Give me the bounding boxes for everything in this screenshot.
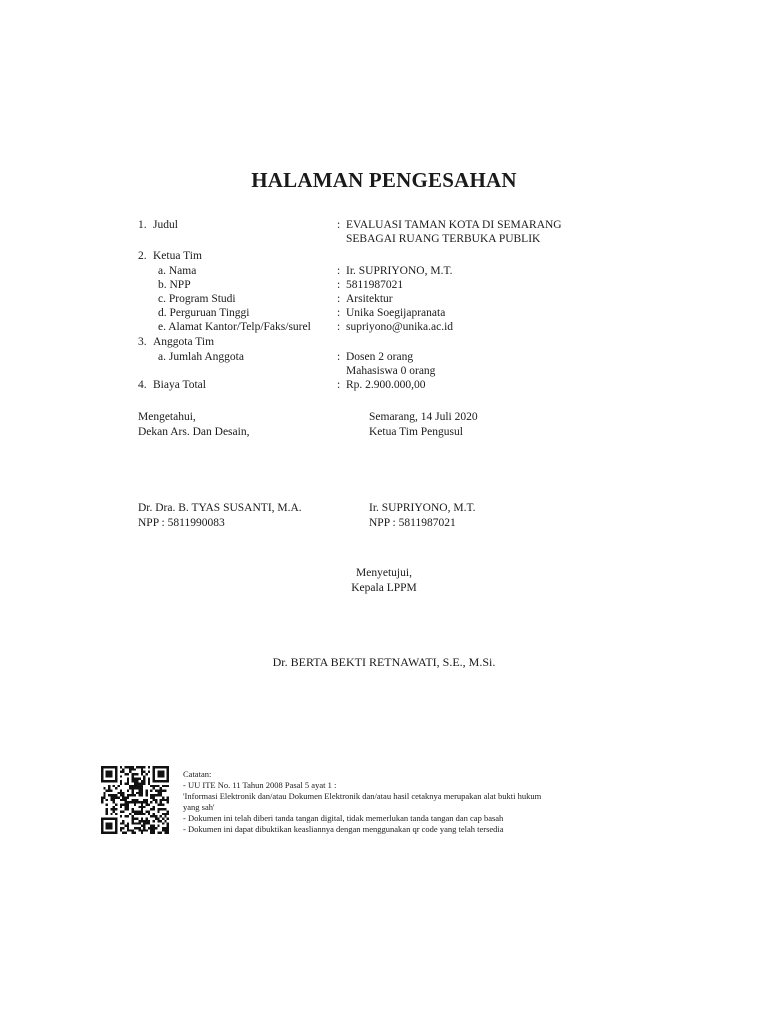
section-label: Ketua Tim bbox=[153, 250, 202, 262]
dekan-label: Dekan Ars. Dan Desain, bbox=[138, 426, 250, 438]
item-number: 3. bbox=[138, 336, 147, 348]
colon: : bbox=[337, 379, 341, 391]
biaya-value: Rp. 2.900.000,00 bbox=[346, 379, 426, 391]
colon: : bbox=[337, 321, 341, 333]
place-date: Semarang, 14 Juli 2020 bbox=[369, 411, 478, 423]
page-title: HALAMAN PENGESAHAN bbox=[251, 168, 517, 192]
kepala-lppm-label: Kepala LPPM bbox=[351, 582, 417, 594]
jumlah-value-line1: Dosen 2 orang bbox=[346, 351, 414, 363]
colon: : bbox=[337, 279, 341, 291]
field-label: d. Perguruan Tinggi bbox=[158, 307, 250, 319]
kepala-lppm-name: Dr. BERTA BEKTI RETNAWATI, S.E., M.Si. bbox=[272, 655, 496, 669]
right-signature-heading bbox=[369, 410, 478, 440]
item-number: 2. bbox=[138, 250, 147, 262]
colon: : bbox=[337, 265, 341, 277]
npp-value: 5811987021 bbox=[346, 279, 404, 291]
field-label: a. Jumlah Anggota bbox=[158, 351, 244, 363]
alamat-value: supriyono@unika.ac.id bbox=[346, 321, 454, 333]
nama-value: Ir. SUPRIYONO, M.T. bbox=[346, 265, 453, 277]
notes-block bbox=[183, 769, 541, 835]
dekan-name: Dr. Dra. B. TYAS SUSANTI, M.A. bbox=[138, 502, 302, 514]
notes-title: Catatan: bbox=[183, 769, 212, 779]
field-label: a. Nama bbox=[158, 265, 197, 277]
notes-line: 'Informasi Elektronik dan/atau Dokumen Elektronik dan/atau hasil cetaknya merupakan alat bukti hukum bbox=[183, 791, 542, 801]
left-signature-heading bbox=[138, 410, 249, 440]
notes-line: - Dokumen ini dapat dibuktikan keasliannya dengan menggunakan qr code yang telah tersedia bbox=[183, 824, 504, 834]
qr-code-icon bbox=[101, 766, 169, 834]
ketua-npp: NPP : 5811987021 bbox=[369, 517, 456, 529]
field-label: e. Alamat Kantor/Telp/Faks/surel bbox=[158, 321, 311, 333]
section-label: Anggota Tim bbox=[153, 336, 215, 348]
prodi-value: Arsitektur bbox=[346, 293, 393, 305]
dekan-npp: NPP : 5811990083 bbox=[138, 517, 225, 529]
jumlah-value-line2: Mahasiswa 0 orang bbox=[346, 365, 436, 377]
notes-line: - Dokumen ini telah diberi tanda tangan digital, tidak memerlukan tanda tangan dan cap basah bbox=[183, 813, 504, 823]
field-label: c. Program Studi bbox=[158, 293, 236, 305]
ketua-name: Ir. SUPRIYONO, M.T. bbox=[369, 502, 476, 514]
notes-line: yang sah' bbox=[183, 802, 215, 812]
item-number: 1. bbox=[138, 219, 147, 231]
right-signatory bbox=[369, 501, 476, 531]
perguruan-tinggi-value: Unika Soegijapranata bbox=[346, 307, 446, 319]
judul-value-line2: SEBAGAI RUANG TERBUKA PUBLIK bbox=[346, 233, 541, 245]
notes-line: - UU ITE No. 11 Tahun 2008 Pasal 5 ayat 1 : bbox=[183, 780, 337, 790]
colon: : bbox=[337, 219, 341, 231]
center-signature-heading bbox=[0, 566, 768, 596]
colon: : bbox=[337, 351, 341, 363]
left-signatory bbox=[138, 501, 302, 531]
ketua-tim-pengusul-label: Ketua Tim Pengusul bbox=[369, 426, 463, 438]
menyetujui-label: Menyetujui, bbox=[356, 567, 412, 579]
colon: : bbox=[337, 307, 341, 319]
field-label: Judul bbox=[153, 219, 178, 231]
colon: : bbox=[337, 293, 341, 305]
field-label: Biaya Total bbox=[153, 379, 206, 391]
judul-value-line1: EVALUASI TAMAN KOTA DI SEMARANG bbox=[346, 219, 562, 231]
field-label: b. NPP bbox=[158, 279, 191, 291]
item-number: 4. bbox=[138, 379, 147, 391]
mengetahui-label: Mengetahui, bbox=[138, 411, 196, 423]
